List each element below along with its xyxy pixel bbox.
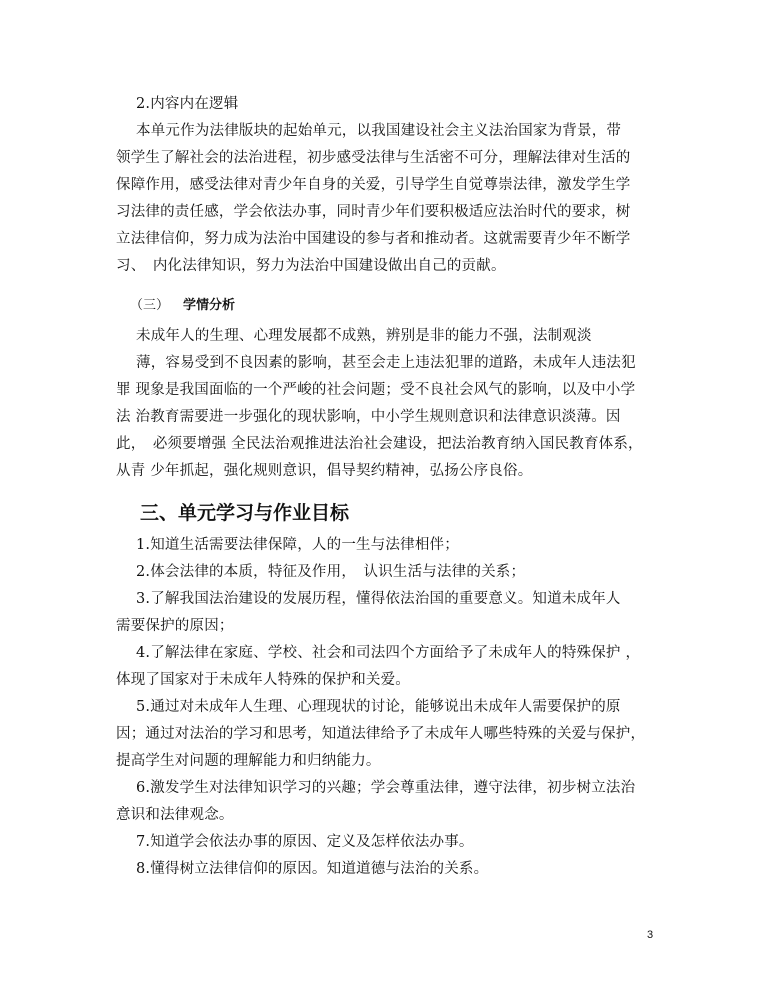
paragraph-line: 领学生了解社会的法治进程，初步感受法律与生活密不可分，理解法律对生活的 — [116, 150, 631, 166]
goal-line: 4.了解法律在家庭、学校、社会和司法四个方面给予了未成年人的特殊保护 ， — [136, 645, 641, 661]
goal-line: 需要保护的原因； — [116, 618, 234, 634]
page-number: 3 — [647, 929, 654, 941]
paragraph-line: 薄，容易受到不良因素的影响，甚至会走上违法犯罪的道路，未成年人违法犯 — [136, 355, 636, 371]
goal-line: 提高学生对问题的理解能力和归纳能力。 — [116, 753, 381, 769]
paragraph-line: 未成年人的生理、心理发展都不成熟，辨别是非的能力不强，法制观淡 — [136, 328, 592, 344]
paragraph-line: 此， 必须要增强 全民法治观推进法治社会建设，把法治教育纳入国民教育体系， — [116, 436, 643, 452]
goal-line: 7.知道学会依法办事的原因、定义及怎样依法办事。 — [136, 834, 474, 850]
goal-line: 因；通过对法治的学习和思考，知道法律给予了未成年人哪些特殊的关爱与保护， — [116, 726, 646, 742]
paragraph-line: 罪 现象是我国面临的一个严峻的社会问题；受不良社会风气的影响，以及中小学 — [116, 382, 636, 398]
goal-line: 8.懂得树立法律信仰的原因。知道道德与法治的关系。 — [136, 861, 489, 877]
paragraph-line: 习法律的责任感，学会依法办事，同时青少年们要积极适应法治时代的要求，树 — [116, 204, 631, 220]
goal-line: 6.激发学生对法律知识学习的兴趣；学会尊重法律，遵守法律，初步树立法治 — [136, 780, 636, 796]
goal-line: 5.通过对未成年人生理、心理现状的讨论，能够说出未成年人需要保护的原 — [136, 699, 621, 715]
section-logic-title: 2.内容内在逻辑 — [136, 96, 239, 112]
section-analysis-heading — [130, 296, 235, 316]
paragraph-line: 保障作用，感受法律对青少年自身的关爱，引导学生自觉尊崇法律，激发学生学 — [116, 177, 631, 193]
paragraph-line: 习、 内化法律知识，努力为法治中国建设做出自己的贡献。 — [116, 258, 506, 274]
goal-line: 意识和法律观念。 — [116, 807, 234, 823]
paragraph-line: 从青 少年抓起，强化规则意识，倡导契约精神，弘扬公序良俗。 — [116, 463, 533, 479]
paragraph-line: 法 治教育需要进一步强化的现状影响，中小学生规则意识和法律意识淡薄。因 — [116, 409, 621, 425]
paragraph-line: 本单元作为法律版块的起始单元，以我国建设社会主义法治国家为背景，带 — [136, 123, 622, 139]
section-goals-heading: 三、单元学习与作业目标 — [140, 502, 350, 524]
section-analysis-number: （三） — [130, 298, 170, 313]
goal-line: 体现了国家对于未成年人特殊的保护和关爱。 — [116, 672, 410, 688]
goal-line: 1.知道生活需要法律保障，人的一生与法律相伴； — [136, 537, 459, 553]
goal-line: 2.体会法律的本质，特征及作用， 认识生活与法律的关系； — [136, 564, 526, 580]
paragraph-line: 立法律信仰，努力成为法治中国建设的参与者和推动者。这就需要青少年不断学 — [116, 231, 631, 247]
section-analysis-title: 学情分析 — [183, 298, 236, 313]
goal-line: 3.了解我国法治建设的发展历程，懂得依法治国的重要意义。知道未成年人 — [136, 591, 621, 607]
